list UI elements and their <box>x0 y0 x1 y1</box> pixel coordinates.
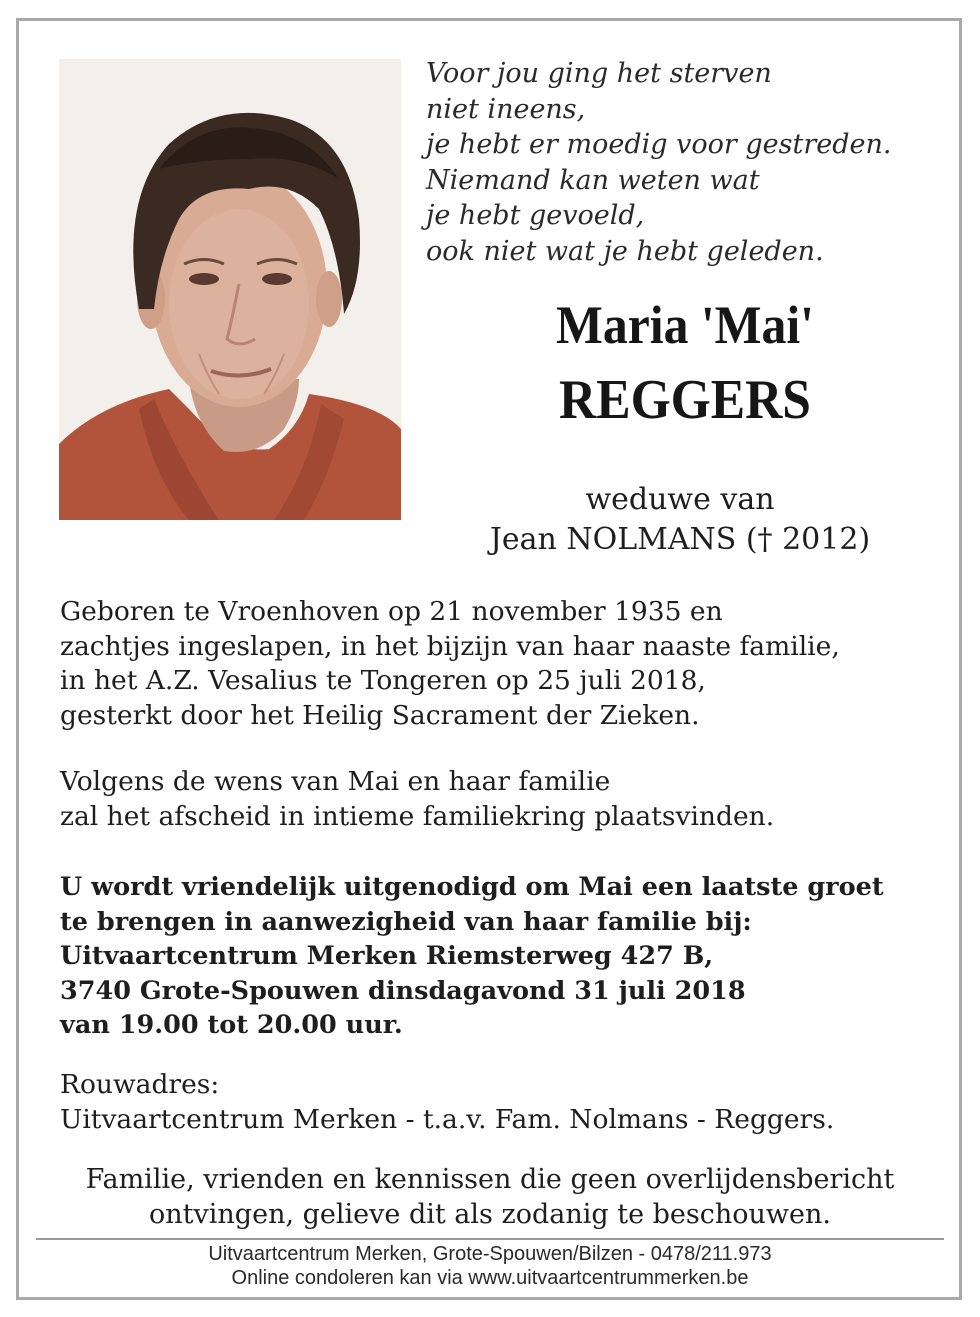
poem-line: ook niet wat je hebt geleden. <box>426 235 824 267</box>
paragraph-line: Volgens de wens van Mai en haar familie <box>60 766 611 797</box>
poem-line: je hebt er moedig voor gestreden. <box>426 129 892 160</box>
paragraph-line: Familie, vrienden en kennissen die geen overlijdensbericht <box>85 1164 895 1195</box>
paragraph-line: zal het afscheid in intieme familiekring plaatsvinden. <box>60 800 775 832</box>
paragraph-line: Uitvaartcentrum Merken Riemsterweg 427 B, <box>60 941 714 971</box>
invitation-paragraph <box>60 870 940 1043</box>
poem-line: niet ineens, <box>426 93 586 125</box>
paragraph-line: gesterkt door het Heilig Sacrament der Zieken. <box>60 699 700 731</box>
paragraph-line: te brengen in aanwezigheid van haar familie bij: <box>60 906 752 937</box>
portrait-illustration <box>59 59 401 520</box>
paragraph-line: 3740 Grote-Spouwen dinsdagavond 31 juli 2018 <box>60 975 746 1006</box>
spouse-name: Jean NOLMANS († 2012) <box>489 522 871 557</box>
paragraph-line: zachtjes ingeslapen, in het bijzijn van haar naaste familie, <box>60 630 840 662</box>
paragraph-line: ontvingen, gelieve dit als zodanig te beschouwen. <box>149 1199 831 1230</box>
footer-divider <box>36 1238 944 1240</box>
address-paragraph <box>60 1068 940 1137</box>
birth-death-paragraph <box>60 595 940 733</box>
paragraph-line: Uitvaartcentrum Merken - t.a.v. Fam. Nolmans - Reggers. <box>60 1103 835 1135</box>
paragraph-line: Geboren te Vroenhoven op 21 november 1935 en <box>60 596 723 627</box>
footer-contact: Uitvaartcentrum Merken, Grote-Spouwen/Bilzen - 0478/211.973 <box>208 1243 772 1265</box>
poem-line: Voor jou ging het sterven <box>426 58 772 89</box>
paragraph-line: van 19.00 tot 20.00 uur. <box>60 1010 403 1040</box>
poem-line: Niemand kan weten wat <box>426 164 760 196</box>
paragraph-line: Rouwadres: <box>60 1069 220 1100</box>
deceased-last-name: REGGERS <box>559 369 811 431</box>
footer-condolence-link[interactable]: Online condoleren kan via www.uitvaartcentrummerken.be <box>231 1267 749 1289</box>
poem-line: je hebt gevoeld, <box>426 200 645 231</box>
paragraph-line: U wordt vriendelijk uitgenodigd om Mai een laatste groet <box>60 872 884 902</box>
portrait-photo <box>59 59 401 520</box>
memorial-poem <box>426 56 946 269</box>
wish-paragraph <box>60 765 940 834</box>
closing-paragraph <box>40 1162 940 1232</box>
paragraph-line: in het A.Z. Vesalius te Tongeren op 25 juli 2018, <box>60 665 706 696</box>
widow-label: weduwe van <box>585 482 775 517</box>
deceased-first-name: Maria 'Mai' <box>555 295 814 355</box>
